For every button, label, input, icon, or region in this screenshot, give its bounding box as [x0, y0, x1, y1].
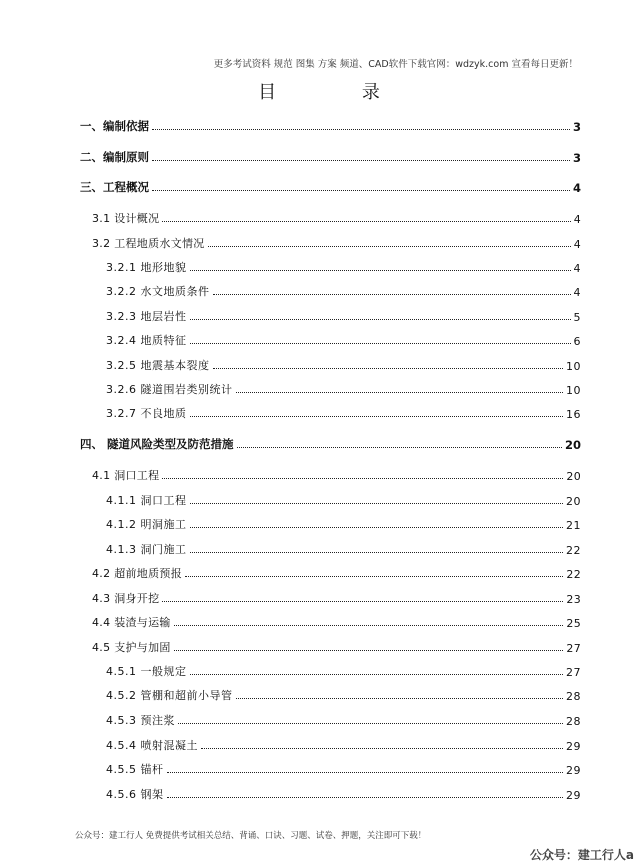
watermark: 公众号：建工行人a — [529, 848, 634, 862]
toc-entry-page: 25 — [566, 617, 581, 630]
toc-leader-dots — [167, 796, 564, 798]
toc-entry[interactable] — [0, 355, 638, 373]
toc-entry-page: 6 — [573, 335, 581, 348]
toc-leader-dots — [236, 391, 564, 393]
toc-leader-dots — [167, 771, 564, 773]
toc-leader-dots — [190, 342, 571, 344]
toc-entry-page: 4 — [572, 181, 581, 195]
toc-entry[interactable] — [0, 539, 638, 557]
toc-entry[interactable] — [0, 563, 638, 581]
toc-leader-dots — [190, 269, 571, 271]
toc-entry-page: 5 — [573, 311, 581, 324]
toc-entry-label: 4.3 洞身开挖 — [92, 592, 160, 605]
toc-entry[interactable] — [0, 784, 638, 802]
toc-entry-label: 4.1.1 洞口工程 — [106, 494, 187, 507]
toc-leader-dots — [174, 649, 564, 651]
toc-entry-page: 3 — [572, 151, 581, 165]
toc-entry-page: 4 — [573, 262, 581, 275]
toc-leader-dots — [174, 624, 564, 626]
toc-entry-page: 4 — [573, 238, 581, 251]
toc-leader-dots — [162, 477, 563, 479]
toc-entry[interactable] — [0, 612, 638, 630]
toc-entry[interactable] — [0, 379, 638, 397]
toc-entry-label: 3.2.2 水文地质条件 — [106, 285, 210, 298]
toc-leader-dots — [190, 502, 564, 504]
toc-leader-dots — [190, 415, 564, 417]
toc-entry-label: 3.2.6 隧道围岩类别统计 — [106, 383, 233, 396]
toc-entry-label: 3.2 工程地质水文情况 — [92, 237, 205, 250]
toc-entry[interactable] — [0, 147, 638, 165]
toc-entry-label: 3.2.1 地形地貌 — [106, 261, 187, 274]
toc-entry[interactable] — [0, 637, 638, 655]
toc-entry-page: 10 — [566, 384, 581, 397]
toc-entry-label: 3.1 设计概况 — [92, 212, 160, 225]
toc-entry-page: 3 — [572, 120, 581, 134]
toc-entry[interactable] — [0, 685, 638, 703]
toc-leader-dots — [185, 575, 563, 577]
toc-leader-dots — [213, 293, 571, 295]
toc-entry-label: 四、 隧道风险类型及防范措施 — [80, 437, 234, 451]
toc-entry-page: 21 — [566, 519, 581, 532]
toc-title: 目 录 — [258, 82, 420, 103]
toc-entry-page: 16 — [566, 408, 581, 421]
toc-leader-dots — [178, 722, 563, 724]
toc-entry-page: 29 — [566, 764, 581, 777]
toc-entry-label: 4.5 支护与加固 — [92, 641, 171, 654]
toc-entry-label: 4.4 装渣与运输 — [92, 616, 171, 629]
toc-entry-label: 3.2.7 不良地质 — [106, 407, 187, 420]
toc-entry[interactable] — [0, 735, 638, 753]
toc-leader-dots — [162, 600, 563, 602]
footer-note: 公众号：建工行人 免费提供考试相关总结、背诵、口诀、习题、试卷、押题，关注即可下载！ — [75, 831, 427, 841]
toc-entry[interactable] — [0, 257, 638, 275]
toc-leader-dots — [152, 159, 570, 161]
toc-entry-page: 27 — [566, 642, 581, 655]
toc-entry-label: 三、工程概况 — [80, 180, 149, 194]
toc-leader-dots — [208, 245, 571, 247]
toc-entry[interactable] — [0, 208, 638, 226]
toc-entry-label: 4.1.2 明洞施工 — [106, 518, 187, 531]
toc-entry[interactable] — [0, 403, 638, 421]
toc-entry-page: 4 — [573, 286, 581, 299]
toc-entry-page: 4 — [573, 213, 581, 226]
toc-entry-label: 3.2.3 地层岩性 — [106, 310, 187, 323]
toc-entry[interactable] — [0, 281, 638, 299]
toc-leader-dots — [152, 189, 570, 191]
toc-entry[interactable] — [0, 306, 638, 324]
toc-entry-page: 20 — [566, 470, 581, 483]
toc-entry[interactable] — [0, 233, 638, 251]
toc-entry-page: 28 — [566, 690, 581, 703]
toc-entry-label: 二、编制原则 — [80, 150, 149, 164]
toc-entry[interactable] — [0, 434, 638, 452]
toc-entry-page: 20 — [566, 495, 581, 508]
header-note: 更多考试资料 规范 图集 方案 频道、CAD软件下载官网：wdzyk.com 宣看每日更新！ — [213, 59, 578, 70]
toc-entry-page: 29 — [566, 740, 581, 753]
toc-entry[interactable] — [0, 465, 638, 483]
toc-leader-dots — [190, 673, 564, 675]
toc-entry-label: 4.5.2 管棚和超前小导管 — [106, 689, 233, 702]
toc-entry-label: 4.5.4 喷射混凝土 — [106, 739, 198, 752]
toc-entry-label: 3.2.5 地震基本裂度 — [106, 359, 210, 372]
toc-entry[interactable] — [0, 661, 638, 679]
toc-leader-dots — [190, 526, 564, 528]
toc-entry-label: 一、编制依据 — [80, 119, 149, 133]
toc-entry[interactable] — [0, 116, 638, 134]
toc-leader-dots — [162, 220, 570, 222]
toc-leader-dots — [190, 318, 571, 320]
toc-entry[interactable] — [0, 514, 638, 532]
toc-entry-page: 23 — [566, 593, 581, 606]
toc-entry[interactable] — [0, 330, 638, 348]
toc-entry-page: 27 — [566, 666, 581, 679]
toc-entry-label: 4.1.3 洞门施工 — [106, 543, 187, 556]
toc-entry-label: 4.5.6 钢架 — [106, 788, 164, 801]
toc-entry-page: 22 — [566, 568, 581, 581]
toc-entry[interactable] — [0, 177, 638, 195]
toc-leader-dots — [190, 551, 564, 553]
toc-entry-page: 28 — [566, 715, 581, 728]
toc-entry-label: 4.1 洞口工程 — [92, 469, 160, 482]
toc-entry-label: 3.2.4 地质特征 — [106, 334, 187, 347]
toc-entry-label: 4.2 超前地质预报 — [92, 567, 182, 580]
toc-leader-dots — [201, 747, 563, 749]
toc-leader-dots — [152, 128, 570, 130]
toc-entry[interactable] — [0, 588, 638, 606]
toc-leader-dots — [237, 446, 562, 448]
toc-leader-dots — [213, 367, 564, 369]
toc-entry[interactable] — [0, 759, 638, 777]
toc-entry-page: 22 — [566, 544, 581, 557]
toc-entry-page: 20 — [564, 438, 581, 452]
toc-entry-page: 10 — [566, 360, 581, 373]
toc-entry-page: 29 — [566, 789, 581, 802]
toc-leader-dots — [236, 697, 564, 699]
toc-entry[interactable] — [0, 710, 638, 728]
toc-entry-label: 4.5.1 一般规定 — [106, 665, 187, 678]
toc-entry-label: 4.5.5 锚杆 — [106, 763, 164, 776]
toc-entry[interactable] — [0, 490, 638, 508]
toc-entry-label: 4.5.3 预注浆 — [106, 714, 175, 727]
